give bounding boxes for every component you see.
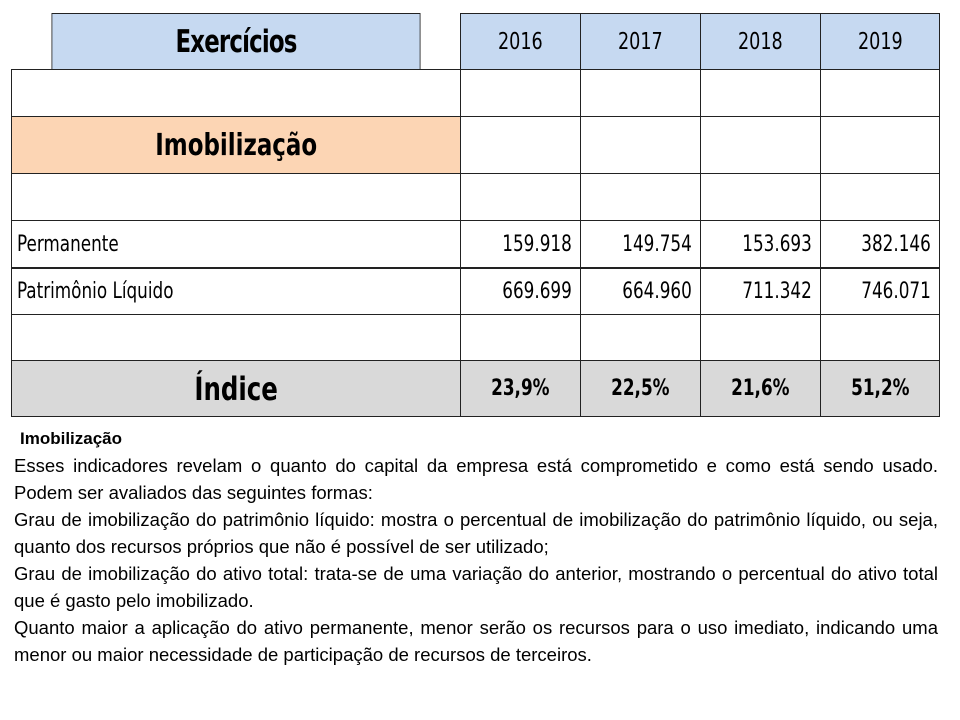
header-exercicios bbox=[52, 13, 421, 70]
value-cell bbox=[700, 267, 821, 315]
index-label-cell bbox=[11, 360, 461, 417]
value-text: 149.754 bbox=[622, 231, 692, 257]
year-label: 2018 bbox=[738, 28, 783, 55]
row-label-patrimonio-liquido bbox=[11, 267, 461, 315]
index-label: Índice bbox=[194, 369, 278, 408]
value-text: 746.071 bbox=[861, 279, 931, 304]
empty-cell bbox=[700, 314, 821, 361]
empty-cell bbox=[820, 69, 940, 117]
index-value: 51,2% bbox=[850, 376, 910, 401]
value-text: 664.960 bbox=[622, 279, 692, 304]
row-label: Patrimônio Líquido bbox=[17, 279, 174, 304]
header-year-2018 bbox=[700, 13, 821, 70]
header-year-2016 bbox=[460, 13, 581, 70]
empty-cell bbox=[460, 69, 581, 117]
section-imobilizacao bbox=[11, 116, 461, 174]
empty-cell bbox=[11, 314, 461, 361]
explanation-title: Imobilização bbox=[20, 429, 123, 448]
row-label-permanente bbox=[11, 220, 461, 268]
paragraph: Grau de imobilização do patrimônio líquido: mostra o percentual de imobilização do patrimônio líquido, ou seja, quanto dos recursos próprios que não é possível de ser utilizado; bbox=[14, 509, 938, 557]
paragraph: Esses indicadores revelam o quanto do capital da empresa está comprometido e como está sendo usado. Podem ser avaliados das seguintes formas: bbox=[14, 455, 938, 503]
empty-cell bbox=[580, 173, 701, 221]
empty-cell bbox=[820, 173, 940, 221]
value-cell bbox=[460, 220, 581, 268]
value-text: 669.699 bbox=[502, 279, 572, 304]
index-value: 22,5% bbox=[611, 376, 670, 401]
empty-cell bbox=[580, 314, 701, 361]
year-label: 2019 bbox=[857, 28, 903, 55]
header-year-2019 bbox=[820, 13, 940, 70]
empty-cell bbox=[460, 314, 581, 361]
value-text: 159.918 bbox=[502, 231, 572, 257]
value-cell bbox=[460, 267, 581, 315]
paragraph: Grau de imobilização do ativo total: trata-se de uma variação do anterior, mostrando o percentual do ativo total que é gasto pelo imobilizado. bbox=[14, 563, 938, 611]
row-label: Permanente bbox=[17, 231, 119, 257]
empty-cell bbox=[700, 173, 821, 221]
empty-cell bbox=[460, 173, 581, 221]
empty-cell bbox=[11, 173, 461, 221]
empty-cell bbox=[820, 116, 940, 174]
value-text: 382.146 bbox=[861, 231, 931, 257]
value-cell bbox=[820, 267, 940, 315]
section-label: Imobilização bbox=[155, 127, 317, 163]
year-label: 2016 bbox=[498, 28, 543, 55]
financial-table bbox=[11, 13, 940, 417]
year-label: 2017 bbox=[618, 28, 663, 55]
value-text: 153.693 bbox=[742, 231, 812, 257]
index-value: 23,9% bbox=[491, 376, 550, 401]
value-cell bbox=[820, 220, 940, 268]
empty-cell bbox=[580, 116, 701, 174]
empty-cell bbox=[11, 69, 461, 117]
value-cell bbox=[580, 220, 701, 268]
paragraph: Quanto maior a aplicação do ativo permanente, menor serão os recursos para o uso imediato, indicando uma menor ou maior necessidade de participação de recursos de terceiros. bbox=[14, 617, 938, 665]
index-value-cell bbox=[460, 360, 581, 417]
empty-cell bbox=[820, 314, 940, 361]
empty-cell bbox=[700, 116, 821, 174]
empty-cell bbox=[580, 69, 701, 117]
explanation-text bbox=[14, 425, 938, 668]
empty-cell bbox=[460, 116, 581, 174]
index-value-cell bbox=[580, 360, 701, 417]
value-cell bbox=[580, 267, 701, 315]
header-title: Exercícios bbox=[175, 23, 297, 60]
index-value-cell bbox=[820, 360, 940, 417]
value-cell bbox=[700, 220, 821, 268]
value-text: 711.342 bbox=[742, 279, 812, 304]
empty-cell bbox=[700, 69, 821, 117]
header-year-2017 bbox=[580, 13, 701, 70]
index-value: 21,6% bbox=[731, 376, 790, 401]
index-value-cell bbox=[700, 360, 821, 417]
